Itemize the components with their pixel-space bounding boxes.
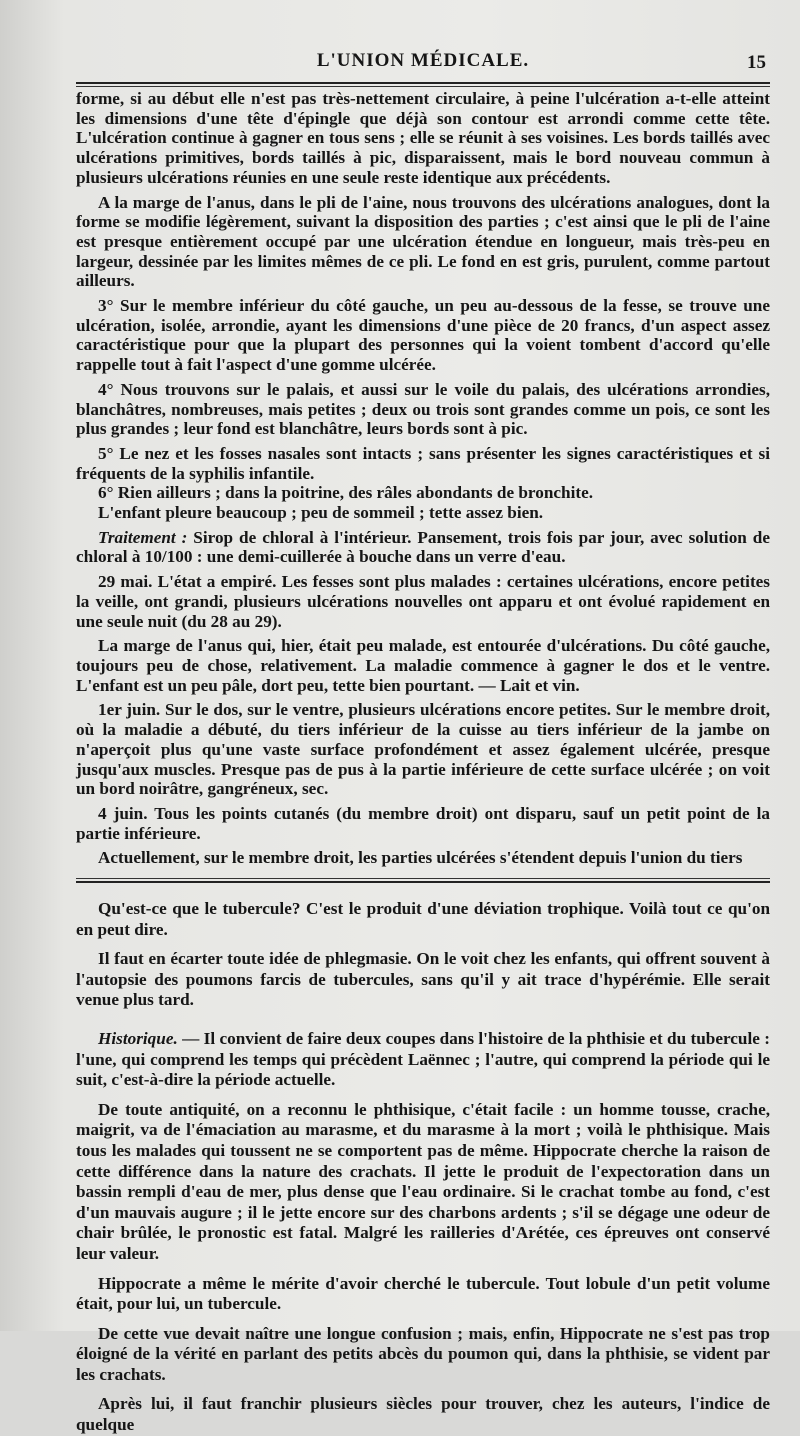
treatment-text: Sirop de chloral à l'intérieur. Pansement, trois fois par jour, avec solution de chloral à 10/100 : une demi-cuillerée à bouche dans un verre d'eau. <box>76 527 770 567</box>
paragraph: 6° Rien ailleurs ; dans la poitrine, des râles abondants de bronchite. <box>98 483 594 503</box>
paragraph: Qu'est-ce que le tubercule? C'est le produit d'une déviation trophique. Voilà tout ce qu'on en peut dire. <box>76 899 770 939</box>
header-rule <box>76 82 770 87</box>
paragraph: La marge de l'anus qui, hier, était peu malade, est entourée d'ulcérations. Du côté gauche, toujours peu de chose, relativement. La maladie commence à gagner le dos et le ventre. L'enfant est un peu pâle, dort peu, tette bien pourtant. — Lait et vin. <box>76 636 770 695</box>
paragraph: forme, si au début elle n'est pas très-nettement circulaire, à peine l'ulcération a-t-elle atteint les dimensions d'une tête d'épingle que déjà son contour est arrondi comme cette tête. L'ulcération continue à gagner en tous sens ; elle se réunit à ses voisines. Les bords taillés avec ulcérations primitives, bords taillés à pic, disparaissent, mais le bord nouveau commun à plusieurs ulcérations réunies en une seule reste identique aux précédents. <box>76 89 770 187</box>
paragraph: 1er juin. Sur le dos, sur le ventre, plusieurs ulcérations encore petites. Sur le membre droit, où la maladie a débuté, du tiers inférieur de la cuisse au tiers inférieur de la jambe on n'aperçoit plus qu'une vaste surface profondément et assez également ulcérée, presque jusqu'aux muscles. Presque pas de pus à la partie inférieure de cette surface ulcérée ; on voit un bord noirâtre, gangréneux, sec. <box>76 700 770 799</box>
paragraph: A la marge de l'anus, dans le pli de l'aine, nous trouvons des ulcérations analogues, dont la forme se modifie légèrement, suivant la disposition des parties ; c'est ainsi que le pli de l'aine est presque entièrement occupé par une ulcération étendue en longueur, mais très-peu en largeur, dessinée par les limites mêmes de ce pli. Le fond en est gris, purulent, comme partout ailleurs. <box>76 192 770 291</box>
historique-label: Historique. <box>98 1028 178 1048</box>
paragraph: 3° Sur le membre inférieur du côté gauche, un peu au-dessous de la fesse, se trouve une ulcération, isolée, arrondie, ayant les dimensions d'une pièce de 20 francs, d'un aspect assez caractéristique pour que la plupart des personnes qui la voient tombent d'accord qu'elle rappelle tout à fait l'aspect d'une gomme ulcérée. <box>76 296 770 375</box>
paragraph: 4 juin. Tous les points cutanés (du membre droit) ont disparu, sauf un petit point de la partie inférieure. <box>76 803 770 843</box>
paragraph: 5° Le nez et les fosses nasales sont intacts ; sans présenter les signes caractéristiques et si fréquents de la syphilis infantile. <box>76 443 770 483</box>
treatment-label: Traitement : <box>98 527 188 547</box>
historique-text: — Il convient de faire deux coupes dans l'histoire de la phthisie et du tubercule : l'une, qui comprend les temps qui précèdent Laënnec ; l'autre, qui comprend la période qui le suit, c'est-à-dire la période actuelle. <box>76 1028 770 1090</box>
paragraph: L'enfant pleure beaucoup ; peu de sommeil ; tette assez bien. <box>98 503 544 523</box>
paragraph: 29 mai. L'état a empiré. Les fesses sont plus malades : certaines ulcérations, encore petites la veille, ont grandi, plusieurs ulcérations nouvelles ont apparu et ont évolué rapidement en une seule nuit (du 28 au 29). <box>76 572 770 631</box>
case-report-section <box>76 86 770 868</box>
paragraph: 4° Nous trouvons sur le palais, et aussi sur le voile du palais, des ulcérations arrondies, blanchâtres, nombreuses, mais petites ; deux ou trois sont grandes comme un pois, ce sont les plus grandes ; leur fond est blanchâtre, leurs bords sont à pic. <box>76 379 770 439</box>
running-title: L'UNION MÉDICALE. <box>316 50 530 71</box>
paragraph: Il faut en écarter toute idée de phlegmasie. On le voit chez les enfants, qui offrent souvent à l'autopsie des poumons farcis de tubercules, sans qu'il y ait trace d'hypérémie. Elle serait venue plus tard. <box>76 949 770 1010</box>
paragraph: De toute antiquité, on a reconnu le phthisique, c'était facile : un homme tousse, crache, maigrit, va de l'émaciation au marasme, et du marasme à la mort ; voilà le phthisique. Mais tous les malades qui toussent ne se comportent pas de même. Hippocrate cherche la raison de cette différence dans la nature des crachats. Il jette le produit de l'expectoration dans un bassin rempli d'eau de mer, plus dense que l'eau ordinaire. Si le crachat tombe au fond, c'est d'un mauvais augure ; il le jette encore sur des charbons ardents ; s'il se dégage une odeur de chair brûlée, le pronostic est fatal. Malgré les railleries d'Arétée, ces épreuves ont conservé leur valeur. <box>76 1099 770 1263</box>
paragraph: De cette vue devait naître une longue confusion ; mais, enfin, Hippocrate ne s'est pas trop éloigné de la vérité en parlant des petits abcès du poumon qui, dans la phthisie, se vident par les crachats. <box>76 1323 770 1384</box>
page-header <box>76 0 770 86</box>
paragraph <box>76 1029 770 1091</box>
paragraph: Hippocrate a même le mérite d'avoir cherché le tubercule. Tout lobule d'un petit volume était, pour lui, un tubercule. <box>76 1273 770 1314</box>
page-number: 15 <box>747 52 766 73</box>
paragraph <box>76 528 770 567</box>
paragraph: Actuellement, sur le membre droit, les parties ulcérées s'étendent depuis l'union du tiers <box>98 848 743 868</box>
feuilleton-section <box>76 883 770 1436</box>
paragraph: Après lui, il faut franchir plusieurs siècles pour trouver, chez les auteurs, l'indice de quelque <box>76 1394 770 1435</box>
